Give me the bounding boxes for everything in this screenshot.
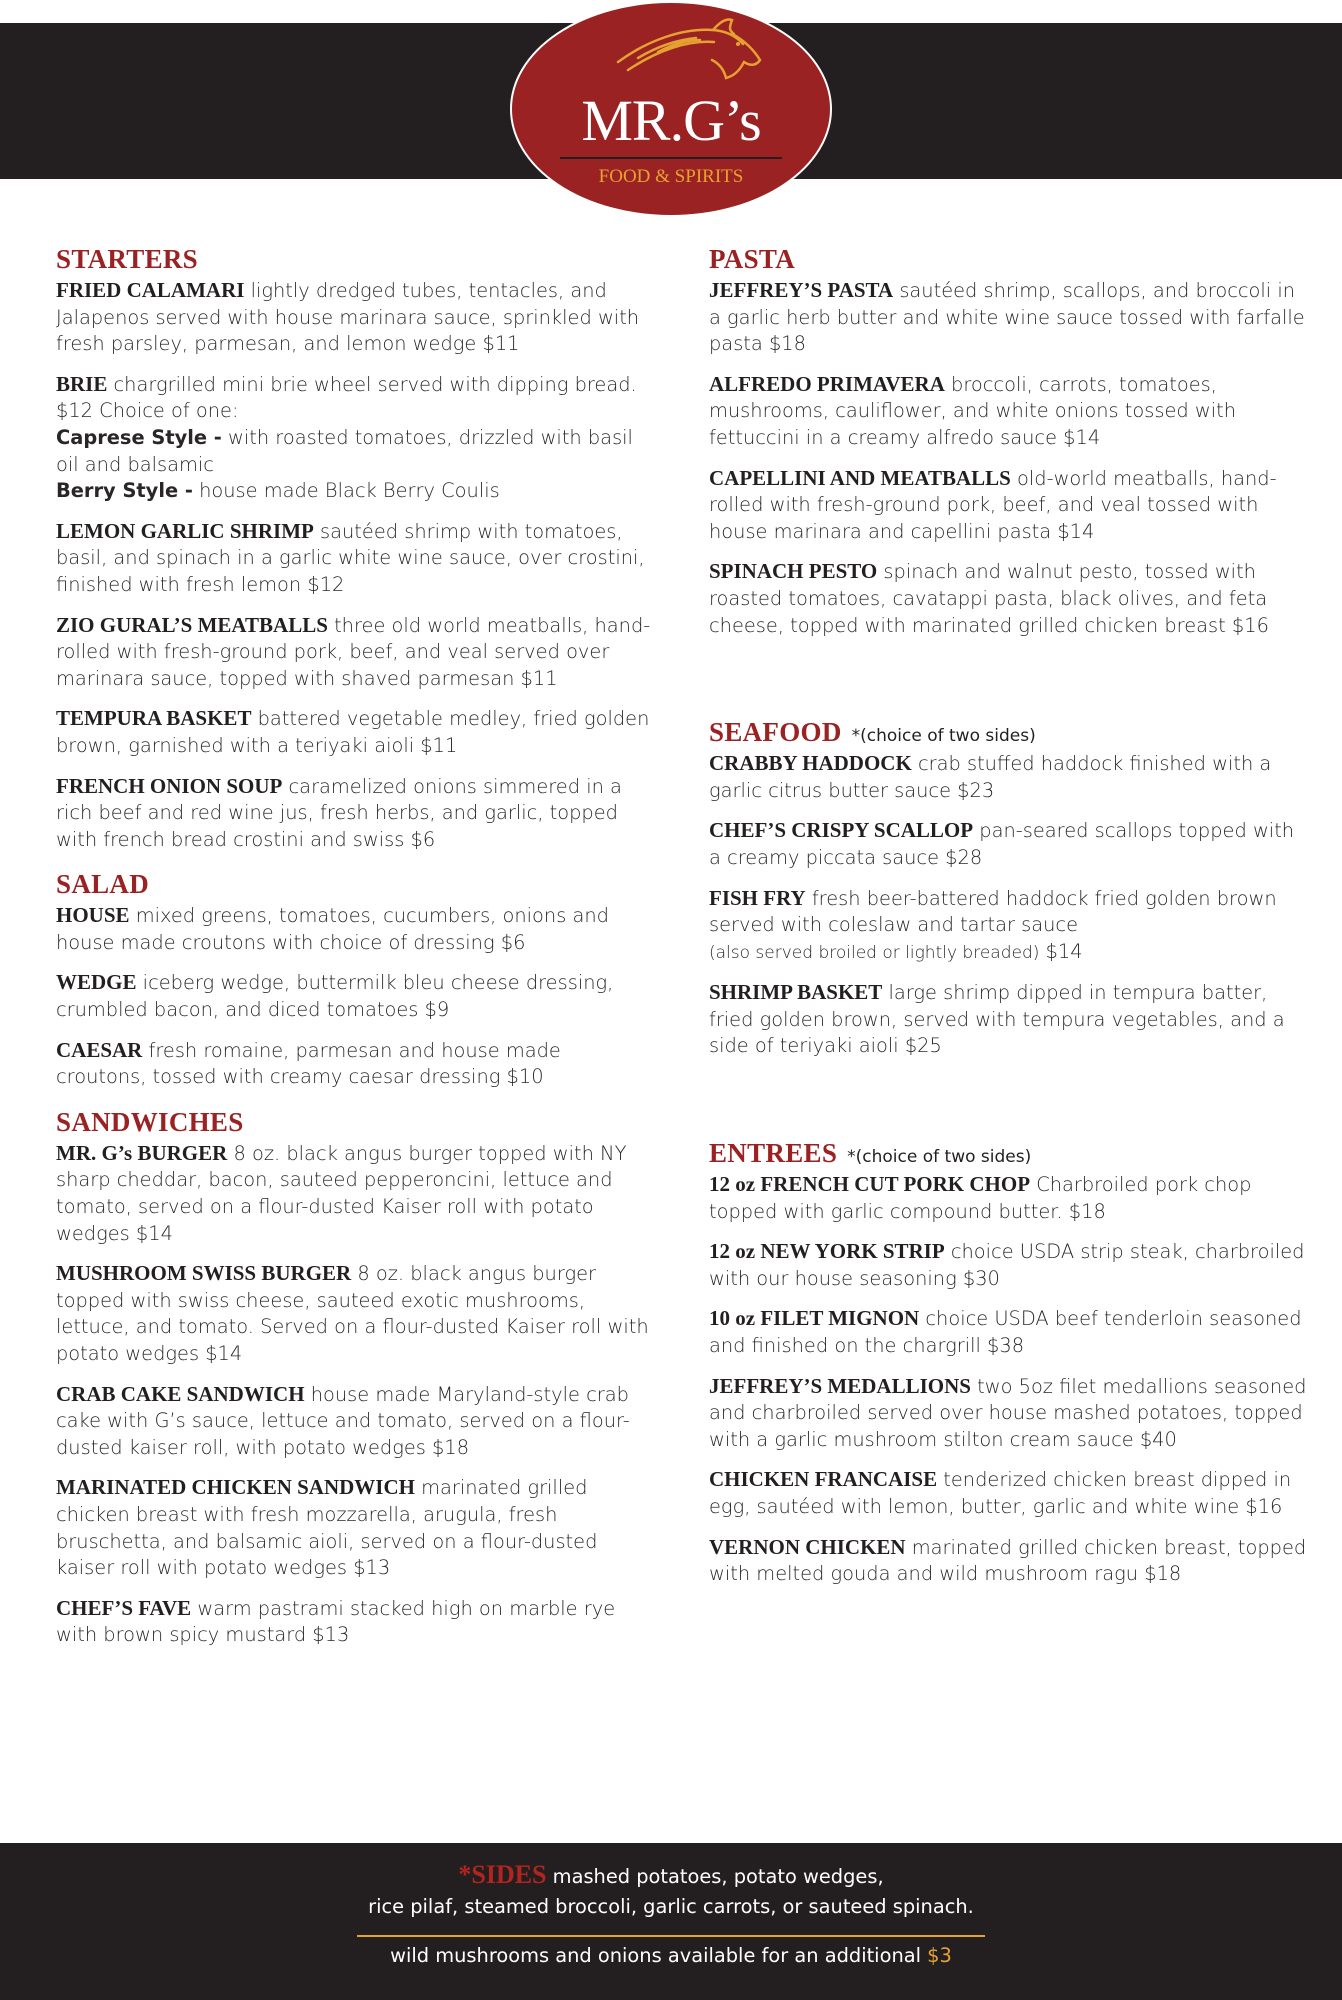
section-title-sandwiches: SANDWICHES: [56, 1106, 244, 1137]
item-description: marinated grilled chicken breast, topped with melted gouda and wild mushroom ragu $18: [709, 1535, 1307, 1586]
menu-item: [56, 518, 656, 599]
item-note: (also served broiled or lightly breaded): [709, 942, 1040, 963]
menu-item: [709, 1373, 1309, 1454]
option-label: Berry Style -: [56, 479, 193, 503]
section-title-pasta: PASTA: [709, 244, 796, 274]
option-label: Caprese Style -: [56, 425, 222, 449]
item-description: spinach and walnut pesto, tossed with roasted tomatoes, cavatappi pasta, black olives, and feta cheese, topped with marinated grilled chicken breast $16: [709, 560, 1269, 637]
item-description: old-world meatballs, hand-rolled with fresh-ground pork, beef, and veal tossed with house marinara and capellini pasta $14: [709, 466, 1277, 543]
item-name: CAPELLINI AND MEATBALLS: [709, 465, 1011, 490]
menu-item: [709, 885, 1309, 967]
item-description: warm pastrami stacked high on marble rye with brown spicy mustard $13: [56, 1596, 616, 1647]
restaurant-logo: [508, 0, 834, 218]
menu-item: [709, 1305, 1309, 1359]
sandwiches-section: [56, 1107, 656, 1649]
item-price: $14: [1039, 939, 1083, 963]
menu-item: [709, 1238, 1309, 1292]
menu-item: [709, 1534, 1309, 1588]
item-description: caramelized onions simmered in a rich beef and red wine jus, fresh herbs, and garlic, topped with french bread crostini and swiss $6: [56, 774, 622, 851]
item-description: choice USDA beef tenderloin seasoned and finished on the chargrill $38: [709, 1307, 1302, 1358]
item-description: broccoli, carrots, tomatoes, mushrooms, cauliflower, and white onions tossed with fettuccini in a creamy alfredo sauce $14: [709, 372, 1236, 449]
item-name: SHRIMP BASKET: [709, 980, 883, 1005]
item-name: 12 oz NEW YORK STRIP: [709, 1239, 945, 1264]
item-description: iceberg wedge, buttermilk bleu cheese dressing, crumbled bacon, and diced tomatoes $9: [56, 971, 614, 1022]
item-description: sautéed shrimp with tomatoes, basil, and spinach in a garlic white wine sauce, over crostini, finished with fresh lemon $12: [56, 519, 645, 596]
item-description: Charbroiled pork chop topped with garlic compound butter. $18: [709, 1173, 1252, 1223]
item-name: CHEF’S CRISPY SCALLOP: [709, 818, 974, 843]
sides-line-1: [0, 1861, 1342, 1891]
item-description: chargrilled mini brie wheel served with dipping bread. $12 Choice of one:: [56, 372, 637, 423]
menu-item: [56, 1260, 656, 1367]
addon-text: wild mushrooms and onions available for an additional: [390, 1944, 928, 1967]
item-name: BRIE: [56, 371, 108, 396]
item-name: 10 oz FILET MIGNON: [709, 1306, 920, 1331]
item-description: house made Maryland-style crab cake with G’s sauce, lettuce and tomato, served on a flour-dusted kaiser roll, with potato wedges $18: [56, 1382, 630, 1459]
item-description: mixed greens, tomatoes, cucumbers, onions and house made croutons with choice of dressing $6: [56, 904, 609, 954]
item-name: JEFFREY’S PASTA: [709, 278, 894, 302]
item-name: FRIED CALAMARI: [56, 278, 245, 302]
left-column: [56, 244, 656, 1662]
divider: [357, 1935, 985, 1937]
item-description: pan-seared scallops topped with a creamy piccata sauce $28: [709, 819, 1295, 869]
sides-line-2: rice pilaf, steamed broccoli, garlic carrots, or sauteed spinach.: [368, 1895, 974, 1918]
brand-name: MR.G’s: [581, 88, 761, 153]
item-description: tenderized chicken breast dipped in egg, sautéed with lemon, butter, garlic and white wine $16: [709, 1468, 1292, 1518]
item-description: two 5oz filet medallions seasoned and charbroiled served over house mashed potatoes, topped with a garlic mushroom stilton cream sauce $40: [709, 1374, 1307, 1451]
section-title-seafood: SEAFOOD: [709, 717, 842, 748]
item-description: marinated grilled chicken breast with fresh mozzarella, arugula, fresh bruschetta, and balsamic aioli, served on a flour-dusted kaiser roll with potato wedges $13: [56, 1476, 598, 1580]
item-description: lightly dredged tubes, tentacles, and Jalapenos served with house marinara sauce, sprinkled with fresh parsley, parmesan, and lemon wedge $11: [56, 279, 640, 356]
item-name: CHEF’S FAVE: [56, 1595, 192, 1620]
brand-tagline: FOOD & SPIRITS: [598, 166, 744, 187]
item-description: three old world meatballs, hand-rolled with fresh-ground pork, beef, and veal served over marinara sauce, topped with shaved parmesan $11: [56, 613, 651, 690]
section-title-entrees: ENTREES: [709, 1138, 838, 1169]
item-name: ZIO GURAL’S MEATBALLS: [56, 612, 328, 637]
item-description: battered vegetable medley, fried golden brown, garnished with a teriyaki aioli $11: [56, 707, 650, 757]
section-note: *(choice of two sides): [851, 726, 1036, 747]
menu-item: [56, 1595, 656, 1649]
sides-addon: [0, 1941, 1342, 1971]
menu-item: [709, 979, 1309, 1060]
item-name: WEDGE: [56, 970, 137, 995]
item-description: large shrimp dipped in tempura batter, fried golden brown, served with tempura vegetables, and a side of teriyaki aioli $25: [709, 981, 1285, 1058]
item-name: CHICKEN FRANCAISE: [709, 1467, 938, 1492]
item-name: SPINACH PESTO: [709, 559, 878, 584]
starters-section: [56, 244, 656, 853]
menu-item: [56, 705, 656, 759]
menu-item: [709, 465, 1309, 546]
menu-item: [56, 1037, 656, 1091]
item-name: LEMON GARLIC SHRIMP: [56, 518, 314, 543]
sides-list-1: mashed potatoes, potato wedges,: [546, 1865, 884, 1888]
menu-item: [56, 902, 656, 956]
item-name: MARINATED CHICKEN SANDWICH: [56, 1475, 415, 1500]
item-name: MR. G’s BURGER: [56, 1140, 228, 1165]
menu-item: [56, 371, 656, 505]
menu-item: [709, 817, 1309, 871]
menu-item: [709, 1466, 1309, 1520]
menu-item: [56, 1381, 656, 1462]
item-name: CRAB CAKE SANDWICH: [56, 1381, 305, 1406]
section-note: *(choice of two sides): [847, 1147, 1032, 1168]
salad-section: [56, 869, 656, 1091]
item-name: 12 oz FRENCH CUT PORK CHOP: [709, 1172, 1031, 1197]
menu-item: [56, 1140, 656, 1247]
menu-item: [56, 1474, 656, 1581]
item-name: ALFREDO PRIMAVERA: [709, 371, 945, 396]
option-line: [56, 425, 656, 478]
item-name: MUSHROOM SWISS BURGER: [56, 1261, 352, 1286]
option-description: with roasted tomatoes, drizzled with basil oil and balsamic: [56, 425, 633, 476]
pasta-section: [709, 244, 1309, 639]
item-description: fresh beer-battered haddock fried golden brown served with coleslaw and tartar sauce: [709, 886, 1277, 937]
menu-item: [56, 277, 656, 358]
item-description: choice USDA strip steak, charbroiled with our house seasoning $30: [709, 1240, 1305, 1290]
menu-item: [709, 750, 1309, 804]
right-column: [709, 244, 1309, 1601]
menu-item: [709, 371, 1309, 452]
item-name: CAESAR: [56, 1037, 143, 1062]
menu-item: [56, 969, 656, 1023]
item-description: fresh romaine, parmesan and house made croutons, tossed with creamy caesar dressing $10: [56, 1038, 561, 1089]
item-name: HOUSE: [56, 903, 130, 928]
menu-item: [56, 612, 656, 693]
item-name: CRABBY HADDOCK: [709, 751, 912, 776]
entrees-section: [709, 1138, 1309, 1588]
section-title-starters: STARTERS: [56, 244, 199, 274]
menu-item: [709, 277, 1309, 358]
section-title-salad: SALAD: [56, 869, 150, 900]
seafood-section: [709, 717, 1309, 1060]
option-description: house made Black Berry Coulis: [192, 479, 500, 503]
item-name: JEFFREY’S MEDALLIONS: [709, 1373, 971, 1398]
item-description: 8 oz. black angus burger topped with NY sharp cheddar, bacon, sauteed pepperoncini, lettuce and tomato, served on a flour-dusted Kaiser roll with potato wedges $14: [56, 1141, 627, 1245]
menu-item: [709, 1171, 1309, 1225]
addon-price: $3: [927, 1944, 952, 1967]
sides-label: *SIDES: [458, 1860, 547, 1889]
item-description: 8 oz. black angus burger topped with swiss cheese, sauteed exotic mushrooms, lettuce, and tomato. Served on a flour-dusted Kaiser roll with potato wedges $14: [56, 1262, 649, 1365]
item-name: FISH FRY: [709, 885, 806, 910]
item-description: sautéed shrimp, scallops, and broccoli in a garlic herb butter and white wine sauce tossed with farfalle pasta $18: [709, 279, 1305, 356]
option-line: [56, 478, 656, 505]
item-name: VERNON CHICKEN: [709, 1534, 906, 1559]
menu-item: [709, 558, 1309, 639]
item-name: FRENCH ONION SOUP: [56, 773, 283, 798]
item-description: crab stuffed haddock finished with a garlic citrus butter sauce $23: [709, 752, 1272, 802]
menu-item: [56, 773, 656, 854]
item-name: TEMPURA BASKET: [56, 706, 252, 731]
